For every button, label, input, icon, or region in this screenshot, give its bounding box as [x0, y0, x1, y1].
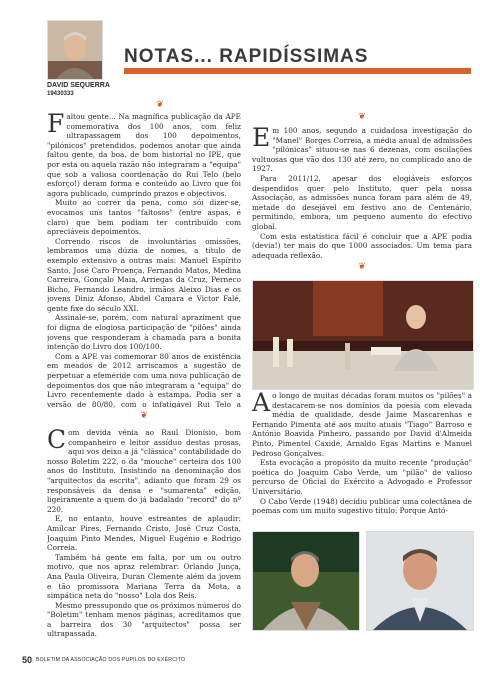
- ornament: ❦: [358, 262, 366, 272]
- paragraph: Assinale-se, porém, com natural apraziment que foi digna de elogiosa participação de "pilões" ainda jovens que responderam à chamada para a bonita intenção do Livro dos 100/100.: [47, 313, 241, 352]
- event-photo: [252, 280, 474, 390]
- page-title: NOTAS... RAPIDÍSSIMAS: [124, 46, 369, 67]
- publication-name: BOLETIM DA ASSOCIAÇÃO DOS PUPILOS DO EXÉRCITO: [36, 657, 186, 663]
- paragraph: Com a APE vai comemorar 80 anos de existência em meados de 2012 arriscamos a sugestão de perpetuar a efeméride com uma nova publicação de depoimentos dos que não integraram a "equipa" do Livro recentemente dado à estampa. Podia ser a versão de 80/80, com o infatigável Rui Telo a: [47, 351, 241, 408]
- right-column-bottom: [252, 391, 472, 527]
- paragraph: altou gente... Na magnífica publicação da APE comemorativa dos 100 anos, com feliz ultrapassagem dos 100 depoimentos, "pilónicos" pretendidos, podemos anotar que ainda faltou gente, da boa, de bom historial no IPE, que por esta ou aquela razão não integraram a "equipa" que sob a valiosa coordenação do Rui Telo (belo esforço!) deram forma e conteúdo ao Livro que foi agora publicado, cumprindo prazos e objectivos.: [47, 112, 241, 198]
- paragraph: Com esta estatística fácil é concluir que a APE podia (devia!) ter mais do que 1000 associados. Um tema para adequada reflexão.: [252, 231, 472, 260]
- page-number: 50: [22, 655, 33, 665]
- paragraph: Mesmo pressupondo que os próximos números do "Boletim" tenham menos páginas, acreditamos que a barreira dos 30 "arquitectos" possa ser ultrapassada.: [47, 600, 241, 639]
- left-column-bottom: [47, 428, 241, 653]
- paragraph: o longo de muitas décadas foram muitos os "pilões" a destacarem-se nos domínios da poesia com elevada média de qualidade, desde Jaime Mascarenhas e Fernando Pimenta até aos muito atuais "Tiago" Barroso e António Boavida Pinheiro, passando por David d'Almeida Pinto, Pimentel Caxide, Arnaldo Egas Martins e Manuel Pedroso Gonçalves.: [252, 391, 472, 458]
- ornament: ❦: [156, 100, 164, 110]
- paragraph: Correndo riscos de involuntárias omissões, lembramos uma dúzia de nomes, a título de exemplo extensivo a outras mais: Manuel Espírito Santo, José Caro Proença, Fernando Matos, Medina Carreira, Gonçalo Maia, Arriegas da Cruz, Perneco Bicho, Fernando Leandro, irmãos Aleixo Dias e os jovens Diniz Afonso, Abdel Camara e Victor Falé, gente fixe do século XXI.: [47, 236, 241, 313]
- dropcap: E: [252, 126, 271, 152]
- ornament: ❦: [140, 411, 148, 421]
- paragraph: Para 2011/12, apesar dos elogiáveis esforços despendidos quer pelo Instituto, quer pela nossa Associação, as admissões nunca foram para além de 49, metade do desejável em festivo ano de Centenário, permitindo, embora, um pequeno aumento do efectivo global.: [252, 173, 472, 231]
- right-column-top: [252, 126, 472, 274]
- author-photo: [47, 20, 103, 80]
- portrait-photo-left: [252, 531, 360, 631]
- dropcap: C: [47, 428, 67, 454]
- portrait-photo-right: [366, 531, 474, 631]
- paragraph: Também há gente em falta, por um ou outro motivo, que nos apraz relembrar: Orlando Junça, Ana Paula Oliveira, Duran Clemente além da jovem e tão promissora Mariana Terra da Mota, a simpática neta do "nosso" Lola dos Reis.: [47, 552, 241, 601]
- dropcap: F: [47, 112, 65, 138]
- dropcap: A: [252, 391, 271, 417]
- left-column-top: [47, 112, 241, 408]
- paragraph: om devida vénia ao Raul Dionísio, bom companheiro e leitor assíduo destas prosas, aqui vos deixo a já "clássica" contabilidade do nosso Boletim 222, o da "mouche" certeira dos 100 anos do Instituto. Insistindo na denominação dos "arquitectos da escrita", adianto que foram 29 os responsáveis da densa e "sumarenta" edição, ligeiramente a quem do já badalado "record" do nº 220.: [47, 428, 241, 514]
- paragraph: O Cabo Verde (1948) decidiu publicar uma colectânea de poemas com um muito sugestivo título: Porque Antó-: [252, 496, 472, 516]
- paragraph: Muito ao correr da pena, como sói dizer-se, evocamos uns tantos "faltosos" (entre aspas, é claro) que bem podiam ter contribuído com apreciáveis depoimentos.: [47, 198, 241, 237]
- author-id: 19430333: [47, 91, 74, 97]
- author-name: DAVID SEQUERRA: [47, 82, 110, 89]
- title-underline: [124, 68, 471, 74]
- paragraph: Esta evocação a propósito da muito recente "produção" poética do Joaquim Cabo Verde, um "pilão" de valioso percurso de Oficial do Exército a Advogado e Professor Universitário.: [252, 458, 472, 496]
- ornament: ❦: [358, 112, 366, 122]
- paragraph: m 100 anos, segundo a cuidadosa investigação do "Manel" Borges Correia, a média anual de admissões "pilónicas" situou-se nas 6 dezenas, com oscilações vultuosas que vão dos 130 até zero, no complicado ano de 1927.: [252, 126, 472, 174]
- paragraph: E, no entanto, houve estreantes de aplaudir: Amílcar Pires, Fernando Cristo, José Cruz Costa, Joaquim Pinto Mendes, Miguel Eugénio e Rodrigo Correia.: [47, 514, 241, 553]
